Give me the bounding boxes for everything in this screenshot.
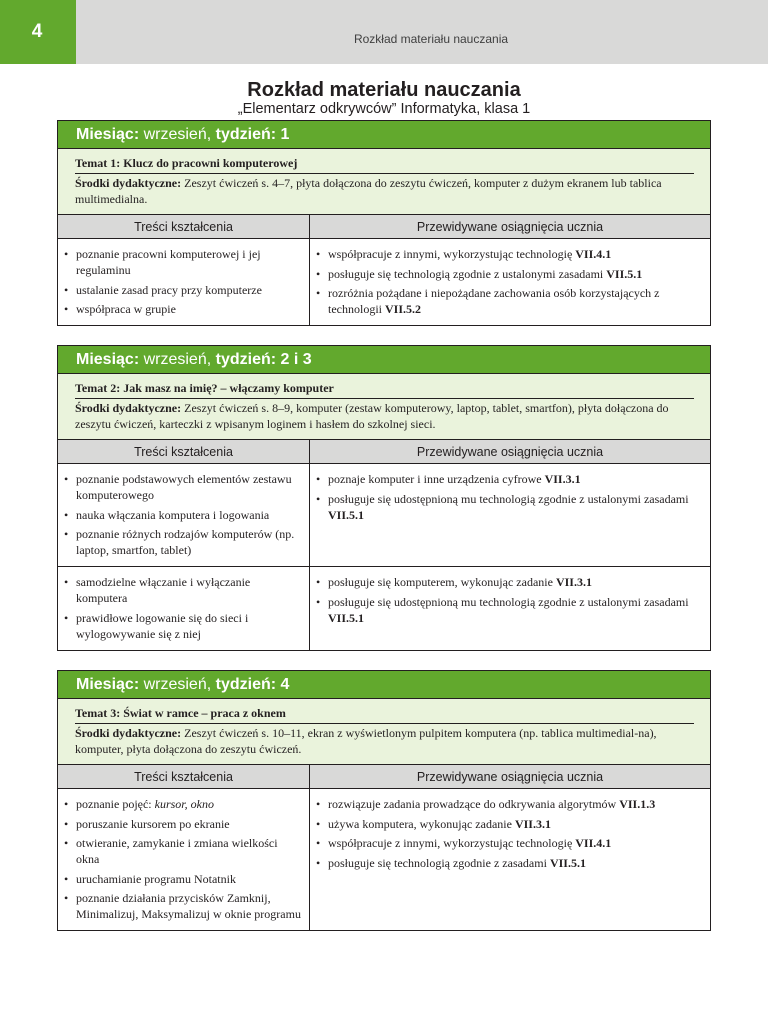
column-headers (58, 440, 710, 464)
list-item: • posługuje się udostępnioną mu technologią zgodnie z ustalonymi zasadami VII.5.1 (315, 594, 704, 626)
outcomes-cell (310, 567, 710, 650)
lesson-block-2 (57, 345, 711, 651)
list-item: • poznaje komputer i inne urządzenia cyfrowe VII.3.1 (315, 471, 704, 487)
lesson-block-3 (57, 670, 711, 931)
content-cell (58, 789, 310, 930)
list-item: • poznanie działania przycisków Zamknij, Minimalizuj, Maksymalizuj w oknie programu (63, 890, 303, 922)
block-header: Miesiąc: wrzesień, tydzień: 2 i 3 (58, 346, 710, 374)
top-bar (0, 0, 768, 64)
list-item: • nauka włączania komputera i logowania (63, 507, 303, 523)
lesson-block-1 (57, 120, 711, 326)
list-item: • posługuje się technologią zgodnie z ustalonymi zasadami VII.5.1 (315, 266, 704, 282)
table-row (58, 566, 710, 650)
curriculum-code: VII.5.1 (328, 507, 365, 522)
list-item: • współpracuje z innymi, wykorzystując technologię VII.4.1 (315, 246, 704, 262)
list-item: • poznanie różnych rodzajów komputerów (np. laptop, smartfon, tablet) (63, 526, 303, 558)
col-content-header: Treści kształcenia (58, 215, 310, 238)
col-outcomes-header: Przewidywane osiągnięcia ucznia (416, 444, 604, 459)
curriculum-code: VII.3.1 (544, 472, 581, 486)
outcomes-cell (310, 789, 710, 930)
lesson-topic: Temat 2: Jak masz na imię? – włączamy komputer (75, 380, 694, 399)
content-cell (58, 239, 310, 325)
lesson-info (58, 149, 710, 215)
list-item: • poznanie pracowni komputerowej i jej regulaminu (63, 246, 303, 278)
content-cell (58, 464, 310, 566)
list-item: • ustalanie zasad pracy przy komputerze (63, 282, 303, 298)
outcomes-cell (310, 464, 710, 566)
list-item: • współpraca w grupie (63, 301, 303, 317)
column-headers (58, 765, 710, 789)
col-outcomes-header: Przewidywane osiągnięcia ucznia (416, 219, 604, 234)
list-item: • poznanie pojęć: kursor, okno (63, 796, 303, 812)
col-outcomes-header: Przewidywane osiągnięcia ucznia (416, 769, 604, 784)
list-item: • rozwiązuje zadania prowadzące do odkrywania algorytmów VII.1.3 (315, 796, 704, 812)
list-item: • posługuje się udostępnioną mu technologią zgodnie z ustalonymi zasadami VII.5.1 (315, 491, 704, 523)
curriculum-code: VII.5.2 (385, 302, 422, 316)
list-item: • rozróżnia pożądane i niepożądane zachowania osób korzystających z technologii VII.5.2 (315, 285, 704, 317)
list-item: • prawidłowe logowanie się do sieci i wylogowywanie się z niej (63, 610, 303, 642)
curriculum-code: VII.3.1 (555, 575, 592, 589)
col-content-header: Treści kształcenia (58, 440, 310, 463)
running-title: Rozkład materiału nauczania (353, 32, 509, 46)
list-item: • posługuje się technologią zgodnie z zasadami VII.5.1 (315, 855, 704, 871)
teaching-means: Środki dydaktyczne: Zeszyt ćwiczeń s. 4–7, płyta dołączona do zeszytu ćwiczeń, komputer z dużym ekranem lub tablica multimedialna. (75, 176, 662, 206)
outcomes-cell (310, 239, 710, 325)
lesson-topic: Temat 1: Klucz do pracowni komputerowej (75, 155, 694, 174)
list-item: • samodzielne włączanie i wyłączanie komputera (63, 574, 303, 606)
teaching-means: Środki dydaktyczne: Zeszyt ćwiczeń s. 10–11, ekran z wyświetlonym pulpitem komputera (np. tablica multimedial-na), komputer, płyta dołączona do zeszytu ćwiczeń. (75, 726, 657, 756)
curriculum-code: VII.5.1 (328, 610, 365, 625)
lesson-topic: Temat 3: Świat w ramce – praca z oknem (75, 705, 694, 724)
curriculum-code: VII.5.1 (549, 855, 586, 870)
list-item: • otwieranie, zamykanie i zmiana wielkości okna (63, 835, 303, 867)
block-header: Miesiąc: wrzesień, tydzień: 4 (58, 671, 710, 699)
page-subtitle: „Elementarz odkrywców” Informatyka, klasa 1 (237, 101, 531, 117)
curriculum-code: VII.1.3 (619, 797, 656, 811)
list-item: • używa komputera, wykonując zadanie VII.3.1 (315, 816, 704, 832)
table-row (58, 239, 710, 325)
curriculum-code: VII.5.1 (606, 266, 643, 281)
table-row (58, 789, 710, 930)
curriculum-code: VII.4.1 (575, 247, 612, 261)
content-cell (58, 567, 310, 650)
curriculum-code: VII.4.1 (575, 836, 612, 850)
page-title: Rozkład materiału nauczania (247, 79, 521, 101)
page-number: 4 (0, 0, 76, 64)
lesson-info (58, 699, 710, 765)
list-item: • posługuje się komputerem, wykonując zadanie VII.3.1 (315, 574, 704, 590)
list-item: • poznanie podstawowych elementów zestawu komputerowego (63, 471, 303, 503)
list-item: • poruszanie kursorem po ekranie (63, 816, 303, 832)
teaching-means: Środki dydaktyczne: Zeszyt ćwiczeń s. 8–9, komputer (zestaw komputerowy, laptop, tablet, smartfon), płyta dołączona do zeszytu ćwiczeń, karteczki z wpisanym loginem i hasłem do szkolnej sieci. (75, 401, 669, 431)
list-item: • uruchamianie programu Notatnik (63, 871, 303, 887)
col-content-header: Treści kształcenia (58, 765, 310, 788)
lesson-info (58, 374, 710, 440)
curriculum-code: VII.3.1 (514, 816, 551, 831)
table-row (58, 464, 710, 566)
column-headers (58, 215, 710, 239)
block-header: Miesiąc: wrzesień, tydzień: 1 (58, 121, 710, 149)
list-item: • współpracuje z innymi, wykorzystując technologię VII.4.1 (315, 835, 704, 851)
